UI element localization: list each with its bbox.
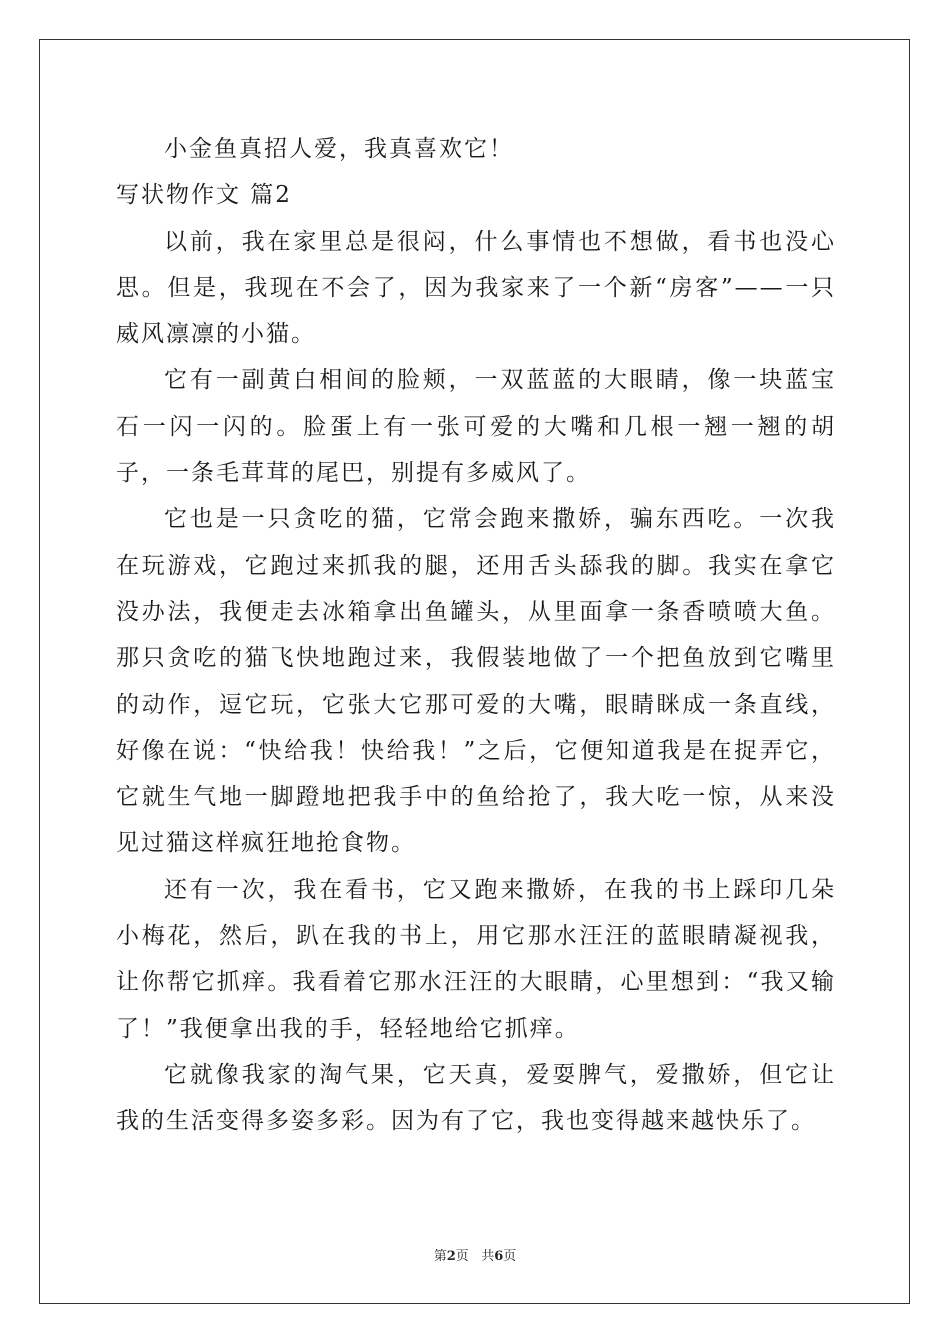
- page-suffix: 页: [455, 1249, 469, 1264]
- total-prefix: 共: [481, 1249, 495, 1264]
- page-number: 2: [446, 1249, 456, 1264]
- total-suffix: 页: [503, 1249, 517, 1264]
- paragraph: 小金鱼真招人爱，我真喜欢它！: [164, 136, 514, 162]
- paragraph: 它也是一只贪吃的猫，它常会跑来撒娇，骗东西吃。一次我在玩游戏，它跑过来抓我的腿，还用舌头舔我的脚。我实在拿它没办法，我便走去冰箱拿出鱼罐头，从里面拿一条香喷喷大鱼。那只贪吃的猫飞快地跑过来，我假装地做了一个把鱼放到它嘴里的动作，逗它玩，它张大它那可爱的大嘴，眼睛眯成一条直线，好像在说：“快给我！快给我！”之后，它便知道我是在捉弄它，它就生气地一脚蹬地把我手中的鱼给抢了，我大吃一惊，从来没见过猫这样疯狂地抢食物。: [116, 506, 836, 857]
- paragraph: 还有一次，我在看书，它又跑来撒娇，在我的书上踩印几朵小梅花，然后，趴在我的书上，用它那水汪汪的蓝眼睛凝视我，让你帮它抓痒。我看着它那水汪汪的大眼睛，心里想到：“我又输了！”我便拿出我的手，轻轻地给它抓痒。: [116, 876, 836, 1042]
- total-pages: 6: [494, 1249, 504, 1264]
- paragraph: 它有一副黄白相间的脸颊，一双蓝蓝的大眼睛，像一块蓝宝石一闪一闪的。脸蛋上有一张可爱的大嘴和几根一翘一翘的胡子，一条毛茸茸的尾巴，别提有多威风了。: [116, 367, 836, 487]
- section-heading: 写状物作文 篇2: [116, 182, 292, 209]
- paragraph: 它就像我家的淘气果，它天真，爱耍脾气，爱撒娇，但它让我的生活变得多姿多彩。因为有了它，我也变得越来越快乐了。: [116, 1061, 836, 1135]
- document-body: [116, 126, 836, 1145]
- page-prefix: 第: [433, 1249, 447, 1264]
- page-footer: [0, 1245, 950, 1264]
- paragraph: 以前，我在家里总是很闷，什么事情也不想做，看书也没心思。但是，我现在不会了，因为我家来了一个新“房客”——一只威风凛凛的小猫。: [116, 228, 836, 348]
